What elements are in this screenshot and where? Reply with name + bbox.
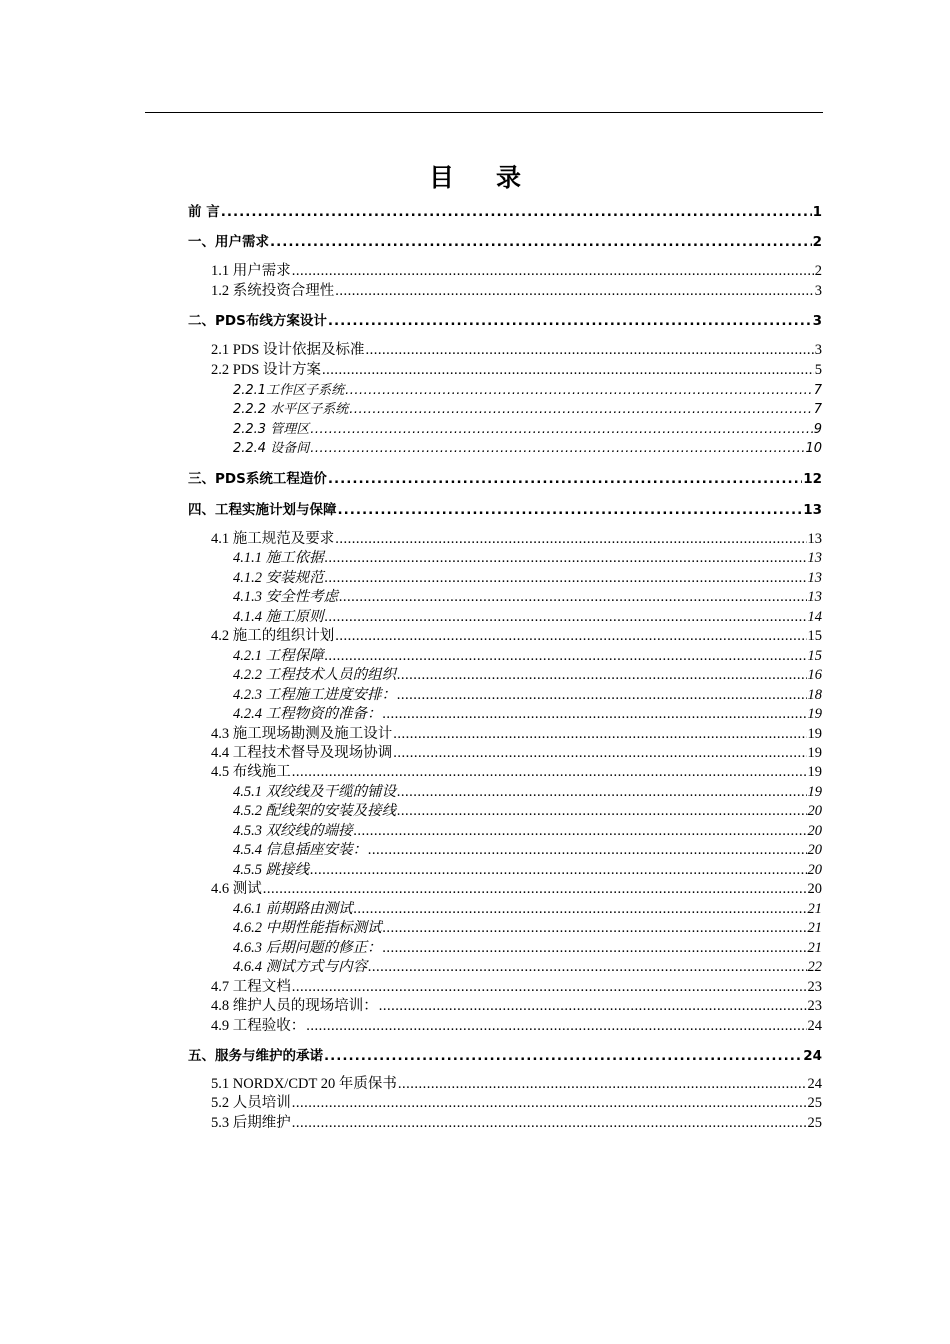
toc-entry-page: 19 [807, 763, 822, 780]
toc-entry-page: 25 [807, 1094, 822, 1111]
toc-entry[interactable] [211, 760, 822, 781]
toc-entry-title: 5.3 后期维护 [211, 1114, 291, 1131]
toc-leader-dots [306, 1018, 806, 1035]
toc-entry-title: 1.2 系统投资合理性 [211, 282, 335, 299]
toc-entry[interactable] [211, 259, 822, 280]
toc-entry[interactable] [233, 644, 822, 665]
toc-entry[interactable] [188, 1044, 822, 1064]
toc-leader-dots [292, 764, 807, 781]
toc-entry-title: 2.2.2 水平区子系统 [233, 402, 349, 417]
toc-entry[interactable] [233, 936, 822, 957]
toc-entry[interactable] [233, 663, 822, 684]
toc-entry-title: 4.6.1 前期路由测试 [233, 900, 353, 917]
toc-entry[interactable] [211, 1091, 822, 1112]
toc-entry-page: 21 [807, 919, 822, 936]
toc-entry-page: 12 [803, 470, 822, 487]
toc-entry[interactable] [188, 200, 822, 220]
toc-entry[interactable] [233, 605, 822, 626]
toc-entry[interactable] [211, 1111, 822, 1132]
toc-entry-title: 4.3 施工现场勘测及施工设计 [211, 725, 393, 742]
toc-leader-dots [338, 502, 803, 518]
toc-leader-dots [292, 1115, 807, 1132]
toc-leader-dots [263, 881, 807, 898]
toc-entry-page: 2 [814, 262, 822, 279]
toc-entry[interactable] [211, 358, 822, 379]
toc-entry[interactable] [233, 437, 822, 456]
toc-entry-page: 15 [807, 627, 822, 644]
toc-entry-title: 4.2.3 工程施工进度安排： [233, 686, 397, 703]
toc-entry-page: 21 [807, 900, 822, 917]
toc-entry-page: 16 [807, 666, 822, 683]
toc-leader-dots [221, 204, 812, 220]
toc-entry[interactable] [211, 1014, 822, 1035]
toc-entry[interactable] [211, 1072, 822, 1093]
toc-entry-title: 1.1 用户需求 [211, 262, 291, 279]
toc-entry-title: 一、用户需求 [188, 233, 269, 250]
toc-entry[interactable] [233, 897, 822, 918]
toc-entry-title: 4.8 维护人员的现场培训： [211, 997, 378, 1014]
toc-entry-title: 2.2 PDS 设计方案 [211, 361, 321, 378]
toc-entry[interactable] [233, 819, 822, 840]
toc-leader-dots [349, 402, 813, 417]
toc-entry-title: 4.6.2 中期性能指标测试 [233, 919, 382, 936]
toc-entry-page: 13 [803, 501, 822, 518]
toc-entry[interactable] [233, 858, 822, 879]
toc-entry[interactable] [233, 780, 822, 801]
toc-entry-title: 5.2 人员培训 [211, 1094, 291, 1111]
toc-leader-dots [339, 589, 806, 606]
toc-leader-dots [324, 1048, 802, 1064]
toc-entry[interactable] [233, 955, 822, 976]
toc-entry-page: 19 [807, 783, 822, 800]
toc-entry-title: 4.1.4 施工原则 [233, 608, 324, 625]
toc-entry[interactable] [233, 702, 822, 723]
toc-entry-page: 3 [814, 282, 822, 299]
toc-entry[interactable] [211, 975, 822, 996]
toc-entry-title: 4.5.2 配线架的安装及接线 [233, 802, 397, 819]
toc-leader-dots [292, 1095, 807, 1112]
toc-leader-dots [397, 667, 806, 684]
toc-leader-dots [310, 441, 804, 456]
toc-leader-dots [365, 342, 813, 359]
toc-entry-page: 19 [807, 705, 822, 722]
toc-entry-page: 13 [807, 588, 822, 605]
toc-entry[interactable] [211, 338, 822, 359]
toc-entry[interactable] [211, 624, 822, 645]
toc-entry[interactable] [188, 230, 822, 250]
toc-entry-title: 5.1 NORDX/CDT 20 年质保书 [211, 1075, 397, 1092]
toc-entry-page: 23 [807, 978, 822, 995]
toc-leader-dots [383, 706, 807, 723]
toc-entry-title: 4.2.1 工程保障 [233, 647, 324, 664]
toc-entry-title: 4.5 布线施工 [211, 763, 291, 780]
toc-leader-dots [328, 313, 812, 329]
toc-leader-dots [335, 628, 806, 645]
toc-entry-page: 20 [807, 822, 822, 839]
toc-leader-dots [335, 283, 814, 300]
toc-entry-page: 13 [807, 530, 822, 547]
toc-entry-title: 4.1.3 安全性考虑 [233, 588, 339, 605]
toc-entry-page: 20 [807, 841, 822, 858]
toc-leader-dots [322, 362, 814, 379]
toc-entry-page: 22 [807, 958, 822, 975]
toc-entry-title: 2.1 PDS 设计依据及标准 [211, 341, 365, 358]
toc-entry[interactable] [211, 994, 822, 1015]
toc-entry-page: 13 [807, 569, 822, 586]
toc-entry[interactable] [233, 838, 822, 859]
toc-entry-title: 三、PDS系统工程造价 [188, 470, 327, 487]
toc-entry-title: 4.6.3 后期问题的修正： [233, 939, 382, 956]
toc-entry-title: 2.2.4 设备间 [233, 441, 310, 456]
toc-entry-page: 21 [807, 939, 822, 956]
toc-entry-page: 24 [807, 1017, 822, 1034]
toc-entry-title: 4.1.2 安装规范 [233, 569, 324, 586]
toc-entry-title: 4.5.3 双绞线的端接 [233, 822, 353, 839]
toc-leader-dots [397, 803, 806, 820]
toc-entry-title: 2.2.3 管理区 [233, 422, 310, 437]
toc-entry[interactable] [233, 546, 822, 567]
toc-entry-page: 3 [814, 341, 822, 358]
toc-leader-dots [292, 263, 814, 280]
toc-entry-title: 4.5.5 跳接线 [233, 861, 310, 878]
toc-leader-dots [328, 471, 802, 487]
toc-leader-dots [310, 422, 813, 437]
toc-entry-page: 20 [807, 802, 822, 819]
toc-entry-page: 20 [807, 880, 822, 897]
toc-entry[interactable] [233, 683, 822, 704]
toc-entry-title: 4.2.2 工程技术人员的组织 [233, 666, 397, 683]
toc-entry[interactable] [233, 398, 822, 417]
toc-leader-dots [383, 920, 807, 937]
toc-entry-page: 5 [814, 361, 822, 378]
toc-entry-page: 19 [807, 725, 822, 742]
toc-entry-page: 9 [813, 422, 822, 437]
toc-leader-dots [325, 550, 807, 567]
toc-entry[interactable] [233, 916, 822, 937]
toc-entry-page: 14 [807, 608, 822, 625]
toc-entry[interactable] [188, 467, 822, 487]
toc-entry-page: 24 [807, 1075, 822, 1092]
toc-entry[interactable] [211, 279, 822, 300]
toc-leader-dots [368, 959, 806, 976]
toc-entry-title: 4.1 施工规范及要求 [211, 530, 335, 547]
toc-title: 目录 [428, 163, 563, 192]
toc-entry-page: 1 [812, 203, 822, 220]
toc-entry-page: 7 [813, 402, 822, 417]
toc-entry-page: 20 [807, 861, 822, 878]
toc-entry-title: 4.9 工程验收： [211, 1017, 306, 1034]
toc-entry[interactable] [233, 799, 822, 820]
toc-entry-title: 2.2.1工作区子系统 [233, 383, 345, 398]
toc-entry-title: 前 言 [188, 203, 220, 220]
toc-entry-page: 10 [805, 441, 822, 456]
toc-entry-page: 19 [807, 744, 822, 761]
toc-leader-dots [345, 383, 813, 398]
toc-entry-title: 4.2 施工的组织计划 [211, 627, 335, 644]
toc-entry-title: 4.6.4 测试方式与内容 [233, 958, 368, 975]
toc-leader-dots [368, 842, 806, 859]
toc-entry-page: 15 [807, 647, 822, 664]
toc-entry-page: 3 [812, 312, 822, 329]
toc-entry[interactable] [211, 877, 822, 898]
toc-entry-page: 25 [807, 1114, 822, 1131]
toc-entry-title: 五、服务与维护的承诺 [188, 1047, 323, 1064]
toc-entry[interactable] [233, 418, 822, 437]
toc-entry-title: 4.4 工程技术督导及现场协调 [211, 744, 393, 761]
toc-entry[interactable] [211, 527, 822, 548]
toc-entry-title: 4.5.1 双绞线及干缆的铺设 [233, 783, 397, 800]
toc-entry[interactable] [188, 309, 822, 329]
toc-entry-page: 18 [807, 686, 822, 703]
toc-entry-title: 二、PDS布线方案设计 [188, 312, 327, 329]
toc-entry[interactable] [188, 498, 822, 518]
toc-entry-title: 4.6 测试 [211, 880, 262, 897]
toc-entry-page: 13 [807, 549, 822, 566]
toc-entry[interactable] [233, 566, 822, 587]
toc-leader-dots [270, 234, 812, 250]
toc-entry-page: 2 [812, 233, 822, 250]
toc-entry-title: 4.2.4 工程物资的准备： [233, 705, 382, 722]
toc-entry-page: 23 [807, 997, 822, 1014]
toc-entry[interactable] [233, 585, 822, 606]
toc-entry-page: 7 [813, 383, 822, 398]
toc-entry-page: 24 [803, 1047, 822, 1064]
toc-entry[interactable] [211, 722, 822, 743]
toc-entry[interactable] [211, 741, 822, 762]
toc-entry-title: 4.5.4 信息插座安装： [233, 841, 368, 858]
toc-entry-title: 4.1.1 施工依据 [233, 549, 324, 566]
toc-entry-title: 四、工程实施计划与保障 [188, 501, 337, 518]
toc-entry-title: 4.7 工程文档 [211, 978, 291, 995]
toc-entry[interactable] [233, 379, 822, 398]
toc-leader-dots [379, 998, 807, 1015]
